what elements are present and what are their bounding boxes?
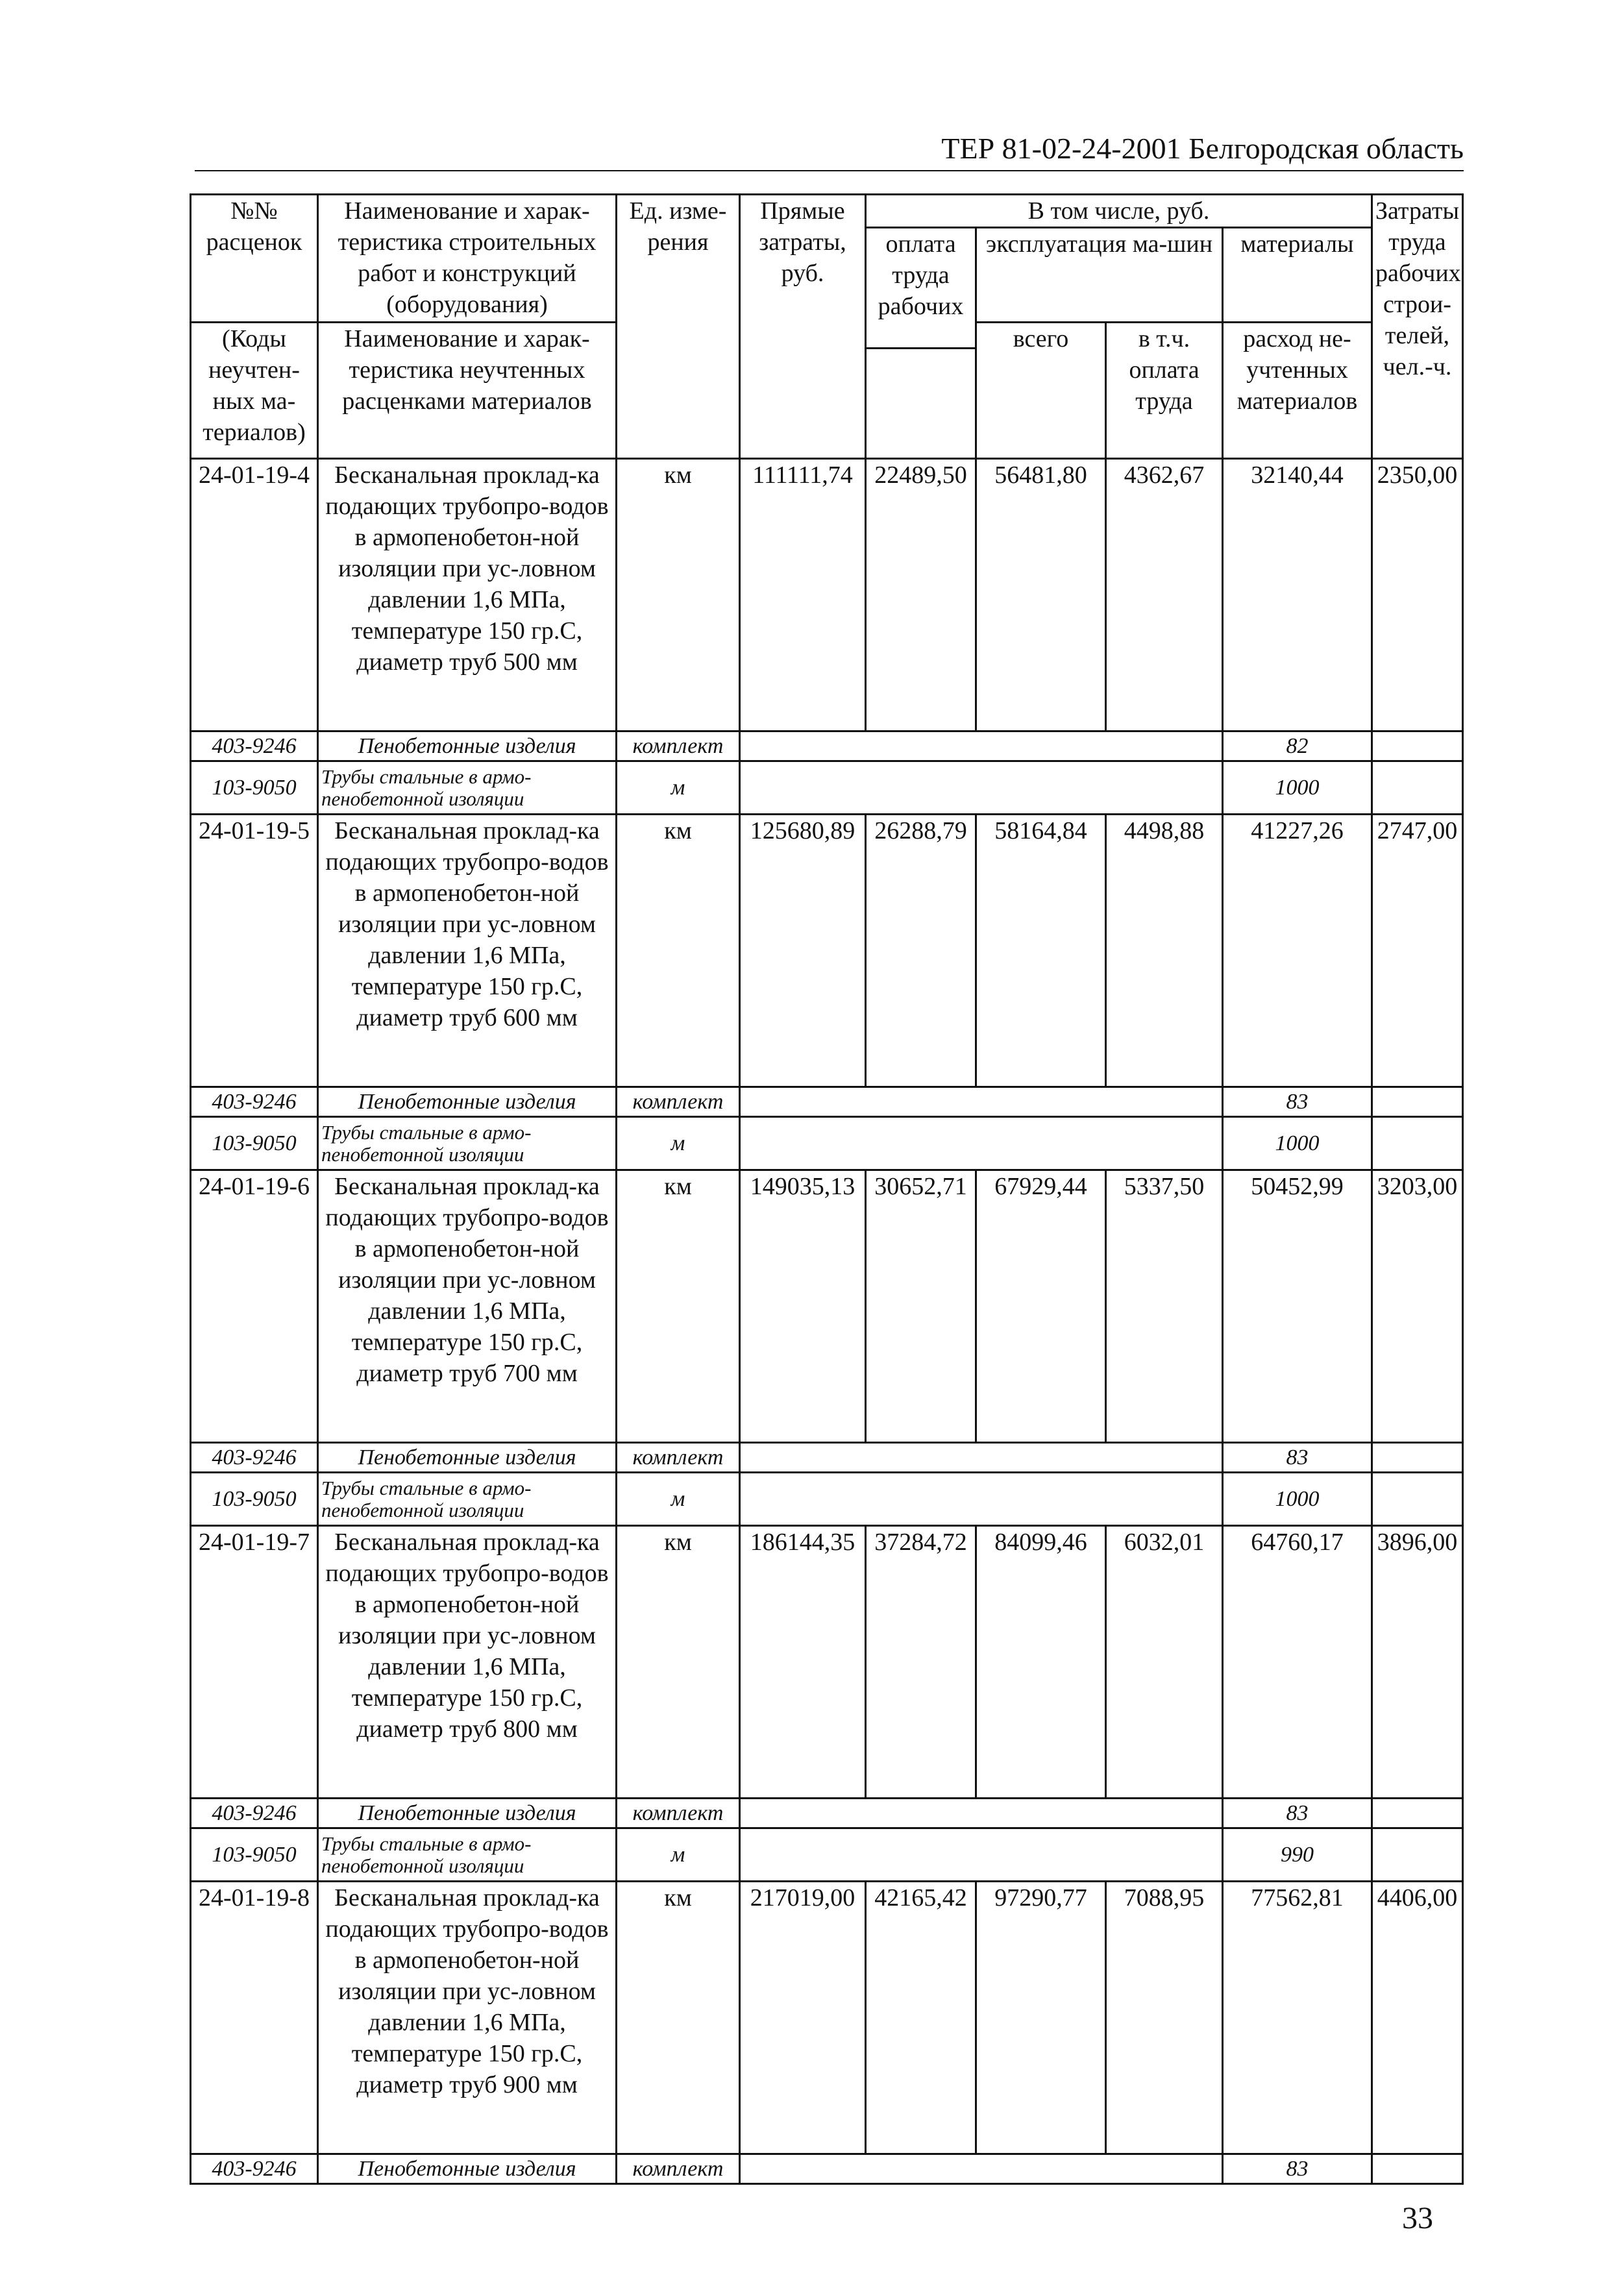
rate-unit: км [617,1882,740,2154]
header-material-name: Наименование и харак-теристика неучтенных расценками материалов [318,323,617,459]
material-name: Пенобетонные изделия [318,1087,617,1117]
materials-cost: 32140,44 [1223,459,1372,731]
wage-costs: 22489,50 [866,459,976,731]
material-blank-group [740,761,1223,815]
wage-costs: 42165,42 [866,1882,976,2154]
rates-table [190,193,1464,2185]
material-name: Пенобетонные изделия [318,1443,617,1473]
material-quantity: 83 [1223,1799,1372,1828]
header-including: В том числе, руб. [866,195,1372,228]
material-blank-labor [1372,1799,1463,1828]
material-row [191,1117,1463,1170]
header-machines: эксплуатация ма-шин [976,228,1223,323]
wage-costs: 26288,79 [866,815,976,1087]
machines-total: 58164,84 [976,815,1106,1087]
material-blank-group [740,1828,1223,1882]
labor-hours: 3896,00 [1372,1526,1463,1799]
material-code: 103-9050 [191,1473,318,1526]
direct-costs: 149035,13 [740,1170,866,1443]
rate-code: 24-01-19-8 [191,1882,318,2154]
material-unit: м [617,761,740,815]
header-wage: оплата труда рабочих [866,228,976,349]
material-blank-labor [1372,2154,1463,2184]
material-code: 103-9050 [191,1828,318,1882]
material-unit: комплект [617,2154,740,2184]
material-name: Пенобетонные изделия [318,731,617,761]
material-code: 403-9246 [191,731,318,761]
header-machines-total: всего [976,323,1106,459]
material-quantity: 83 [1223,1443,1372,1473]
direct-costs: 186144,35 [740,1526,866,1799]
material-row [191,1443,1463,1473]
rate-unit: км [617,1526,740,1799]
material-name: Трубы стальные в армо-пенобетонной изоляции [318,1828,617,1882]
material-blank-group [740,1117,1223,1170]
document-title: ТЕР 81-02-24-2001 Белгородская область [941,132,1464,165]
rates-table-body [191,195,1463,2184]
header-labor-costs: Затраты труда рабочих строи-телей, чел.-ч. [1372,195,1463,459]
page-number: 33 [1402,2201,1433,2235]
material-code: 103-9050 [191,761,318,815]
header-unit: Ед. изме-рения [617,195,740,459]
material-unit: м [617,1117,740,1170]
header-materials: материалы [1223,228,1372,323]
materials-cost: 50452,99 [1223,1170,1372,1443]
material-blank-labor [1372,1087,1463,1117]
material-quantity: 1000 [1223,1473,1372,1526]
machines-total: 56481,80 [976,459,1106,731]
rate-row [191,1170,1463,1443]
rate-unit: км [617,1170,740,1443]
direct-costs: 217019,00 [740,1882,866,2154]
materials-cost: 64760,17 [1223,1526,1372,1799]
labor-hours: 2350,00 [1372,459,1463,731]
material-blank-group [740,731,1223,761]
material-blank-labor [1372,1117,1463,1170]
machines-total: 67929,44 [976,1170,1106,1443]
rate-description: Бесканальная проклад-ка подающих трубопро-водов в армопенобетон-ной изоляции при ус-ловном давлении 1,6 МПа, температуре 150 гр.С, диаметр труб 500 мм [318,459,617,731]
header-row-1 [191,195,1463,228]
direct-costs: 125680,89 [740,815,866,1087]
material-name: Пенобетонные изделия [318,1799,617,1828]
labor-hours: 3203,00 [1372,1170,1463,1443]
material-quantity: 83 [1223,2154,1372,2184]
material-name: Трубы стальные в армо-пенобетонной изоляции [318,761,617,815]
labor-hours: 4406,00 [1372,1882,1463,2154]
rate-row [191,815,1463,1087]
material-quantity: 1000 [1223,1117,1372,1170]
material-row [191,2154,1463,2184]
machines-wage: 4362,67 [1106,459,1223,731]
material-row [191,1087,1463,1117]
machines-wage: 7088,95 [1106,1882,1223,2154]
material-blank-group [740,2154,1223,2184]
material-unit: м [617,1828,740,1882]
header-machines-wage: в т.ч. оплата труда [1106,323,1223,459]
rate-code: 24-01-19-5 [191,815,318,1087]
material-row [191,761,1463,815]
rate-unit: км [617,815,740,1087]
material-unit: комплект [617,1443,740,1473]
rate-description: Бесканальная проклад-ка подающих трубопро-водов в армопенобетон-ной изоляции при ус-ловном давлении 1,6 МПа, температуре 150 гр.С, диаметр труб 700 мм [318,1170,617,1443]
material-name: Пенобетонные изделия [318,2154,617,2184]
rate-row [191,459,1463,731]
material-unit: комплект [617,731,740,761]
material-blank-group [740,1443,1223,1473]
material-blank-group [740,1799,1223,1828]
material-blank-labor [1372,1443,1463,1473]
material-quantity: 83 [1223,1087,1372,1117]
machines-wage: 5337,50 [1106,1170,1223,1443]
header-wage-blank [866,349,976,459]
material-blank-labor [1372,1828,1463,1882]
rate-description: Бесканальная проклад-ка подающих трубопро-водов в армопенобетон-ной изоляции при ус-ловном давлении 1,6 МПа, температуре 150 гр.С, диаметр труб 600 мм [318,815,617,1087]
material-blank-group [740,1087,1223,1117]
material-code: 403-9246 [191,1799,318,1828]
materials-cost: 41227,26 [1223,815,1372,1087]
rate-description: Бесканальная проклад-ка подающих трубопро-водов в армопенобетон-ной изоляции при ус-ловном давлении 1,6 МПа, температуре 150 гр.С, диаметр труб 900 мм [318,1882,617,2154]
wage-costs: 37284,72 [866,1526,976,1799]
rate-row [191,1526,1463,1799]
material-blank-group [740,1473,1223,1526]
material-blank-labor [1372,1473,1463,1526]
rate-code: 24-01-19-6 [191,1170,318,1443]
rate-row [191,1882,1463,2154]
material-code: 403-9246 [191,2154,318,2184]
material-row [191,1799,1463,1828]
material-unit: комплект [617,1087,740,1117]
material-quantity: 1000 [1223,761,1372,815]
material-name: Трубы стальные в армо-пенобетонной изоляции [318,1473,617,1526]
rate-description: Бесканальная проклад-ка подающих трубопро-водов в армопенобетон-ной изоляции при ус-ловном давлении 1,6 МПа, температуре 150 гр.С, диаметр труб 800 мм [318,1526,617,1799]
material-unit: м [617,1473,740,1526]
machines-wage: 4498,88 [1106,815,1223,1087]
material-name: Трубы стальные в армо-пенобетонной изоляции [318,1117,617,1170]
header-direct-costs: Прямые затраты, руб. [740,195,866,459]
rate-unit: км [617,459,740,731]
material-row [191,1473,1463,1526]
direct-costs: 111111,74 [740,459,866,731]
header-work-name: Наименование и харак-теристика строительных работ и конструкций (оборудования) [318,195,617,323]
material-unit: комплект [617,1799,740,1828]
wage-costs: 30652,71 [866,1170,976,1443]
header-materials-extra: расход не-учтенных материалов [1223,323,1372,459]
header-material-code: (Коды неучтен-ных ма-териалов) [191,323,318,459]
page-header [195,130,1464,171]
material-blank-labor [1372,761,1463,815]
material-code: 403-9246 [191,1087,318,1117]
material-blank-labor [1372,731,1463,761]
machines-total: 97290,77 [976,1882,1106,2154]
material-quantity: 82 [1223,731,1372,761]
material-quantity: 990 [1223,1828,1372,1882]
rate-code: 24-01-19-7 [191,1526,318,1799]
machines-total: 84099,46 [976,1526,1106,1799]
labor-hours: 2747,00 [1372,815,1463,1087]
machines-wage: 6032,01 [1106,1526,1223,1799]
header-rate-number: №№ расценок [191,195,318,323]
rate-code: 24-01-19-4 [191,459,318,731]
material-code: 103-9050 [191,1117,318,1170]
materials-cost: 77562,81 [1223,1882,1372,2154]
material-code: 403-9246 [191,1443,318,1473]
material-row [191,731,1463,761]
material-row [191,1828,1463,1882]
